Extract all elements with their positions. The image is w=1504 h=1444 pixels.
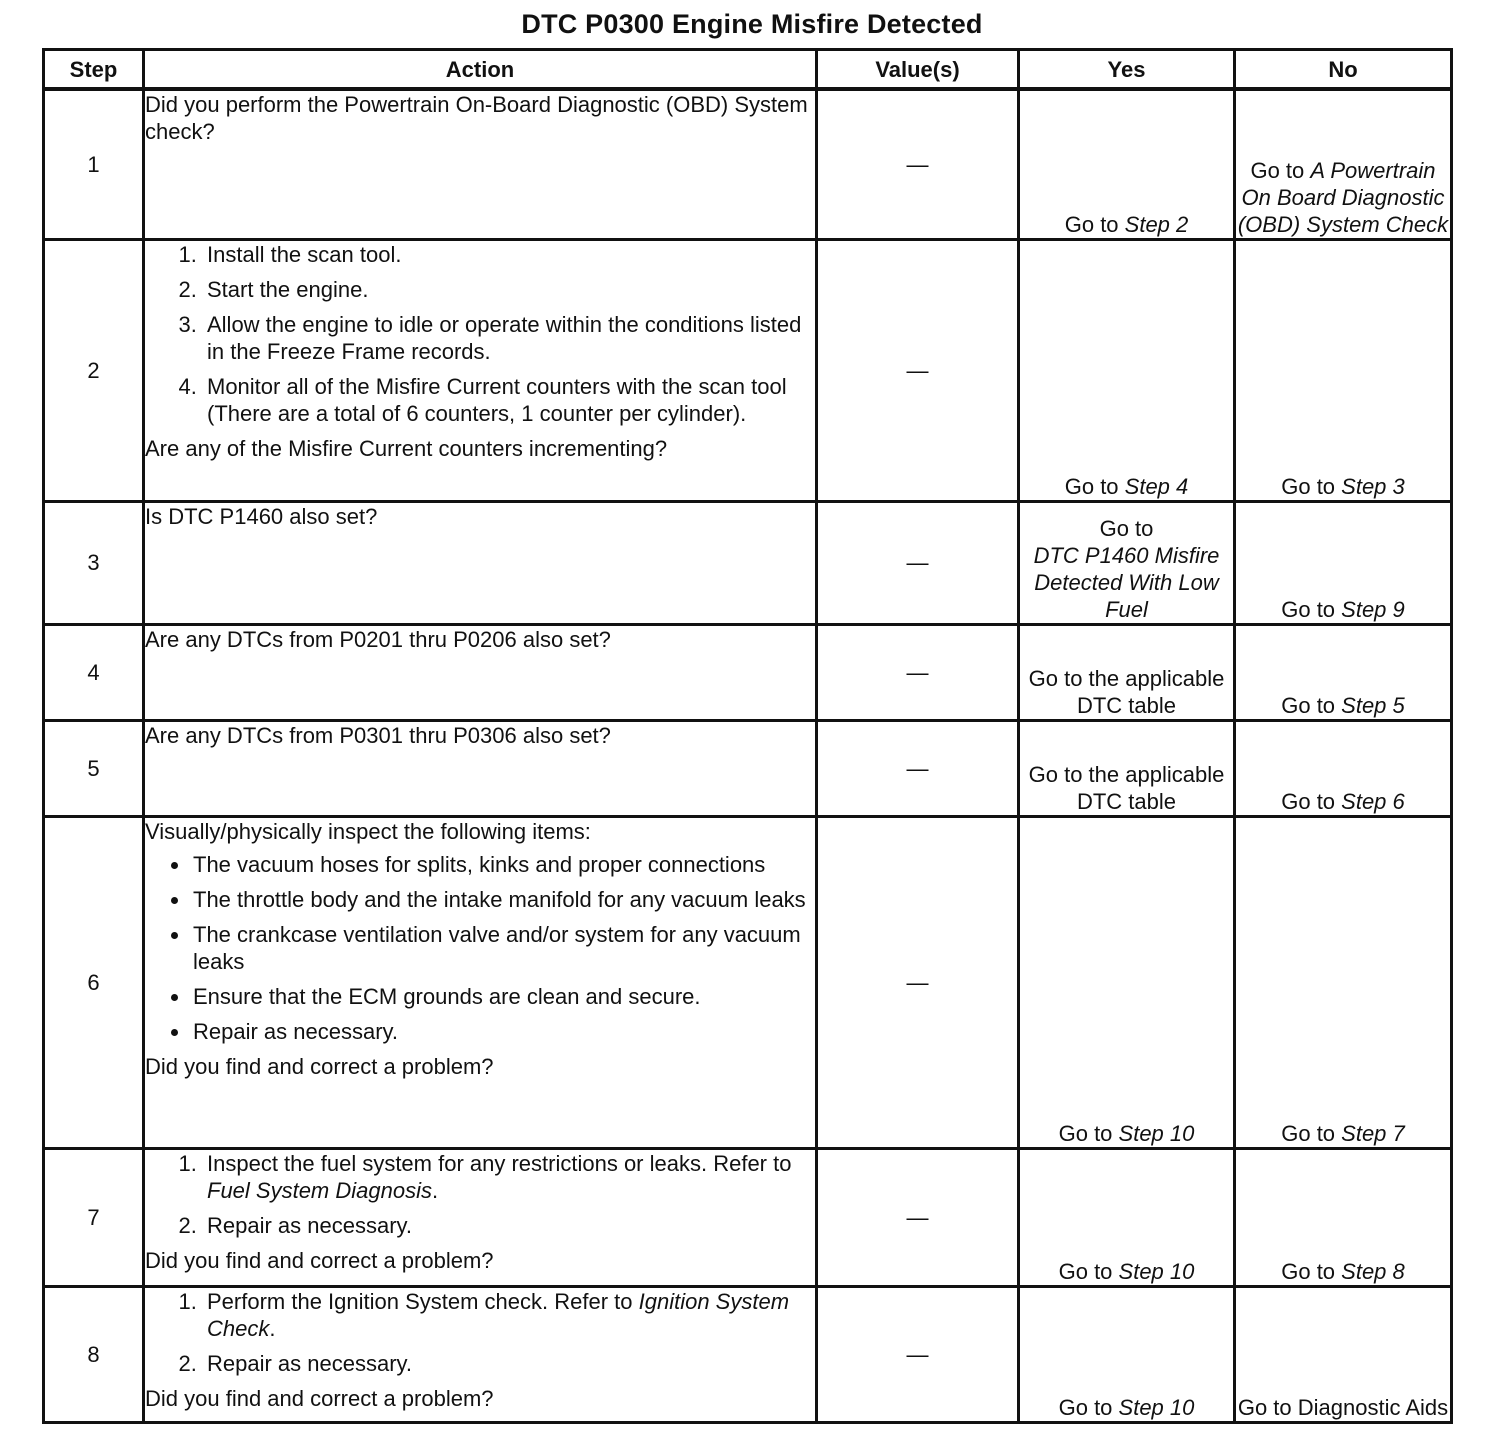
- header-action: Action: [144, 50, 817, 90]
- no-cell: [1235, 89, 1452, 239]
- list-item: • The crankcase ventilation valve and/or system for any vacuum leaks: [191, 921, 815, 975]
- yes-cell: Go to the applicable DTC table: [1019, 624, 1235, 720]
- no-text: Go to: [1281, 1258, 1342, 1284]
- yes-cell: [1019, 501, 1235, 624]
- no-cell: [1235, 816, 1452, 1148]
- no-text: Go to: [1281, 788, 1342, 814]
- yes-link: Step 10: [1118, 1258, 1195, 1284]
- numbered-list: [145, 241, 815, 427]
- no-cell: [1235, 1148, 1452, 1286]
- header-row: [44, 50, 1452, 90]
- list-item: 2. Repair as necessary.: [203, 1212, 815, 1239]
- list-item: [203, 1288, 815, 1342]
- step-number: 2: [44, 239, 144, 501]
- no-link: A Powertrain On Board Diagnostic (OBD) System Check: [1237, 157, 1449, 237]
- value-cell: —: [817, 1148, 1019, 1286]
- yes-text: Go to: [1058, 1258, 1119, 1284]
- no-cell: [1235, 720, 1452, 816]
- list-item-punct: .: [431, 1177, 439, 1203]
- numbered-list: [145, 1150, 815, 1239]
- header-yes: Yes: [1019, 50, 1235, 90]
- no-cell: [1235, 239, 1452, 501]
- no-text: Go to: [1250, 157, 1311, 183]
- no-link: Step 6: [1341, 788, 1405, 814]
- action-cell: [144, 1148, 817, 1286]
- yes-text: Go to: [1058, 1120, 1119, 1146]
- value-cell: —: [817, 1286, 1019, 1422]
- table-row: [44, 501, 1452, 624]
- action-question: Did you find and correct a problem?: [145, 1385, 494, 1411]
- bullet-list: [145, 851, 815, 1045]
- no-cell: [1235, 624, 1452, 720]
- table-row: [44, 239, 1452, 501]
- action-question: Are any of the Misfire Current counters incrementing?: [145, 435, 668, 461]
- no-text: Go to: [1281, 1120, 1342, 1146]
- action-cell: [144, 720, 817, 816]
- reference-link: Fuel System Diagnosis: [207, 1177, 432, 1203]
- action-cell: [144, 89, 817, 239]
- action-text: Is DTC P1460 also set?: [145, 503, 378, 529]
- value-cell: —: [817, 624, 1019, 720]
- list-item: 1. Install the scan tool.: [203, 241, 815, 268]
- no-link: Step 8: [1341, 1258, 1405, 1284]
- header-values: Value(s): [817, 50, 1019, 90]
- yes-cell: [1019, 1148, 1235, 1286]
- header-step: Step: [44, 50, 144, 90]
- list-item: • Repair as necessary.: [191, 1018, 815, 1045]
- list-item: 2. Repair as necessary.: [203, 1350, 815, 1377]
- action-text: Are any DTCs from P0201 thru P0206 also set?: [145, 626, 611, 652]
- numbered-list: [145, 1288, 815, 1377]
- value-cell: —: [817, 89, 1019, 239]
- yes-cell: [1019, 1286, 1235, 1422]
- no-text: Go to: [1281, 473, 1342, 499]
- action-cell: [144, 624, 817, 720]
- action-cell: [144, 239, 817, 501]
- step-number: 4: [44, 624, 144, 720]
- no-text: Go to: [1281, 596, 1342, 622]
- yes-link: Step 4: [1124, 473, 1189, 499]
- yes-text: Go to: [1099, 515, 1154, 541]
- no-cell: Go to Diagnostic Aids: [1235, 1286, 1452, 1422]
- yes-link: Step 10: [1118, 1394, 1195, 1420]
- yes-link: Step 2: [1124, 211, 1189, 237]
- step-number: 1: [44, 89, 144, 239]
- list-item: 2. Start the engine.: [203, 276, 815, 303]
- action-question: Did you find and correct a problem?: [145, 1053, 494, 1079]
- header-no: No: [1235, 50, 1452, 90]
- action-cell: [144, 1286, 817, 1422]
- yes-cell: Go to the applicable DTC table: [1019, 720, 1235, 816]
- no-cell: [1235, 501, 1452, 624]
- list-item: • The vacuum hoses for splits, kinks and proper connections: [191, 851, 815, 878]
- table-row: [44, 624, 1452, 720]
- step-number: 7: [44, 1148, 144, 1286]
- list-item-punct: .: [269, 1315, 276, 1341]
- yes-link: Step 10: [1118, 1120, 1195, 1146]
- value-cell: —: [817, 816, 1019, 1148]
- list-item-text: Perform the Ignition System check. Refer to: [207, 1288, 639, 1314]
- yes-cell: [1019, 239, 1235, 501]
- list-item: 4. Monitor all of the Misfire Current counters with the scan tool (There are a total of 6 counters, 1 counter per cylinder).: [203, 373, 815, 427]
- yes-text: Go to: [1064, 211, 1125, 237]
- action-text: Visually/physically inspect the following items:: [145, 818, 591, 844]
- table-row: [44, 1286, 1452, 1422]
- yes-cell: [1019, 89, 1235, 239]
- diagnostic-table: [42, 48, 1453, 1424]
- yes-text: Go to: [1058, 1394, 1119, 1420]
- page-title: DTC P0300 Engine Misfire Detected: [521, 9, 983, 39]
- table-row: [44, 89, 1452, 239]
- step-number: 8: [44, 1286, 144, 1422]
- list-item: 3. Allow the engine to idle or operate within the conditions listed in the Freeze Frame records.: [203, 311, 815, 365]
- list-item: [203, 1150, 815, 1204]
- table-row: [44, 720, 1452, 816]
- no-link: Step 3: [1341, 473, 1405, 499]
- no-text: Go to: [1281, 692, 1342, 718]
- no-link: Step 5: [1341, 692, 1405, 718]
- value-cell: —: [817, 239, 1019, 501]
- action-cell: [144, 501, 817, 624]
- step-number: 5: [44, 720, 144, 816]
- action-text: Did you perform the Powertrain On-Board Diagnostic (OBD) System check?: [145, 92, 808, 144]
- action-text: Are any DTCs from P0301 thru P0306 also set?: [145, 722, 611, 748]
- step-number: 3: [44, 501, 144, 624]
- yes-text: Go to: [1064, 473, 1125, 499]
- yes-link: DTC P1460 Misfire Detected With Low Fuel: [1033, 542, 1220, 622]
- no-link: Step 9: [1341, 596, 1405, 622]
- no-link: Step 7: [1341, 1120, 1405, 1146]
- list-item-text: Inspect the fuel system for any restrictions or leaks. Refer to: [207, 1150, 792, 1176]
- action-cell: [144, 816, 817, 1148]
- list-item: • Ensure that the ECM grounds are clean and secure.: [191, 983, 815, 1010]
- value-cell: —: [817, 720, 1019, 816]
- reference-link: Ignition System Check: [207, 1288, 790, 1341]
- step-number: 6: [44, 816, 144, 1148]
- action-question: Did you find and correct a problem?: [145, 1247, 494, 1273]
- value-cell: —: [817, 501, 1019, 624]
- list-item: • The throttle body and the intake manifold for any vacuum leaks: [191, 886, 815, 913]
- table-row: [44, 816, 1452, 1148]
- yes-cell: [1019, 816, 1235, 1148]
- table-row: [44, 1148, 1452, 1286]
